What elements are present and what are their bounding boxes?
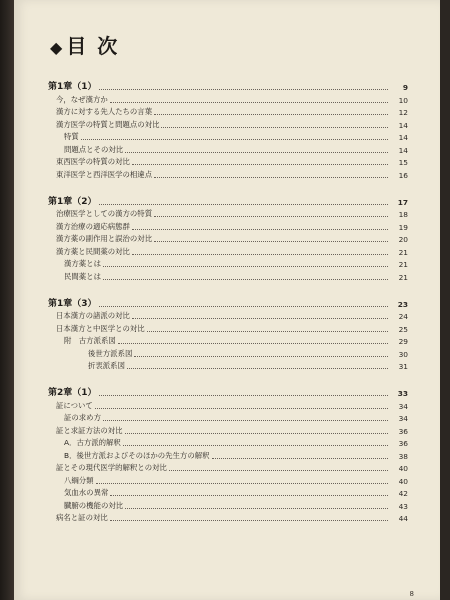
entry-label: 気血水の異常 [64,488,109,497]
page-ref: 16 [398,170,408,180]
entry-label: 漢方薬の副作用と誤治の対比 [56,234,153,243]
dot-leader [125,152,388,153]
page-ref: 36 [398,426,408,436]
book-page [14,0,440,600]
dot-leader [99,306,388,307]
toc-entry [48,334,408,347]
toc-entry [48,486,408,499]
chapter-label: 第2章（1） [48,388,97,398]
toc-entry [48,130,408,143]
dot-leader [147,331,388,332]
dot-leader [154,241,388,242]
table-of-contents [48,78,408,523]
page-ref: 33 [397,389,408,398]
page-ref: 17 [397,197,408,207]
page-ref: 21 [398,260,408,269]
entry-label: 臓腑の機能の対比 [64,500,124,510]
page-ref: 23 [397,299,408,309]
chapter-label: 第1章（3） [48,298,97,309]
chapter-heading [48,295,408,309]
dot-leader [132,318,388,319]
dot-leader [103,266,388,267]
dot-leader [103,420,388,421]
entry-label: 特質 [64,132,79,141]
entry-label: A．古方派的解釈 [64,438,121,447]
dot-leader [95,408,388,409]
entry-label: 日本漢方と中医学との対比 [56,323,145,333]
section-gap [48,282,408,295]
page-ref: 19 [398,222,408,232]
toc-entry [48,346,408,359]
binding-edge [0,0,14,600]
page-ref: 12 [398,108,408,117]
dot-leader [169,470,388,471]
toc-entry [48,155,408,168]
page-ref: 10 [398,95,408,105]
toc-entry [48,105,408,118]
toc-entry [48,244,408,257]
dot-leader [103,279,388,280]
entry-label: 漢方治療の適応病態群 [56,221,130,231]
entry-label: 問題点とその対比 [64,144,124,154]
toc-entry [48,448,408,461]
entry-label: 東西医学の特質の対比 [56,157,130,166]
chapter-heading [48,193,408,207]
entry-label: 漢方薬と民間薬の対比 [56,246,130,256]
dot-leader [110,102,388,103]
dot-leader [161,127,388,128]
toc-entry [48,461,408,474]
page-ref: 14 [398,133,408,142]
dot-leader [154,114,388,115]
entry-label: 民間薬とは [64,271,101,281]
toc-entry [48,269,408,282]
page-ref: 34 [398,401,408,411]
entry-label: 漢方医学の特質と問題点の対比 [56,119,160,129]
entry-label: 附 古方派系図 [64,336,116,345]
toc-entry [48,142,408,155]
page-ref: 40 [398,464,408,473]
page-ref: 14 [398,145,408,155]
chapter-heading [48,78,408,92]
page-ref: 21 [398,272,408,282]
entry-label: 漢方に対する先人たちの言葉 [56,107,153,116]
page-title [50,30,119,59]
entry-label: 今，なぜ漢方か [56,94,108,104]
page-ref: 25 [398,324,408,334]
toc-entry [48,207,408,220]
entry-label: 証の求め方 [64,413,101,422]
page-ref: 20 [398,235,408,244]
page-number: 8 [409,590,414,598]
dot-leader [132,254,388,255]
page-ref: 40 [398,476,408,486]
toc-entry [48,411,408,424]
page-ref: 30 [398,349,408,359]
toc-entry [48,511,408,524]
dot-leader [132,229,388,230]
toc-entry [48,436,408,449]
page-ref: 24 [398,312,408,321]
page-ref: 38 [398,451,408,461]
dot-leader [125,433,388,434]
dot-leader [212,458,389,459]
page-ref: 9 [402,83,408,92]
page-ref: 43 [398,501,408,511]
toc-entry [48,423,408,436]
toc-entry [48,232,408,245]
entry-label: 後世方派系図 [88,348,133,358]
chapter-heading [48,384,408,398]
chapter-label: 第1章（2） [48,196,97,207]
entry-label: 証とその現代医学的解釈との対比 [56,463,167,472]
entry-label: 漢方薬とは [64,259,101,268]
entry-label: 折衷派系図 [88,361,125,370]
toc-entry [48,92,408,105]
page-ref: 34 [398,414,408,423]
page-ref: 29 [398,337,408,346]
entry-label: 治療医学としての漢方の特質 [56,209,153,218]
entry-label: 日本漢方の諸派の対比 [56,311,130,320]
dot-leader [154,177,388,178]
toc-entry [48,257,408,270]
entry-label: 証について [56,400,93,410]
page-ref: 21 [398,247,408,257]
entry-label: B．後世方派およびそのほかの先生方の解釈 [64,450,210,460]
title-text: 目 次 [66,34,120,58]
toc-entry [48,117,408,130]
dot-leader [127,368,388,369]
dot-leader [123,445,388,446]
section-gap [48,180,408,193]
entry-label: 病名と証の対比 [56,513,108,522]
toc-entry [48,321,408,334]
toc-entry [48,309,408,322]
section-gap [48,371,408,384]
entry-label: 証と求証方法の対比 [56,425,123,435]
dot-leader [81,139,388,140]
dot-leader [99,89,388,90]
toc-entry [48,219,408,232]
page-ref: 31 [398,362,408,371]
dot-leader [99,395,388,396]
toc-entry [48,398,408,411]
diamond-icon: ◆ [50,38,65,57]
dot-leader [99,204,388,205]
chapter-label: 第1章（1） [48,82,97,92]
page-ref: 42 [398,489,408,498]
page-ref: 44 [398,514,408,523]
dot-leader [125,508,388,509]
toc-entry [48,167,408,180]
toc-entry [48,359,408,372]
page-ref: 14 [398,120,408,130]
entry-label: 八綱分類 [64,475,94,485]
dot-leader [110,520,388,521]
page-ref: 15 [398,158,408,167]
page-ref: 36 [398,439,408,448]
dot-leader [132,164,388,165]
dot-leader [134,356,388,357]
entry-label: 東洋医学と西洋医学の相違点 [56,169,153,179]
page-ref: 18 [398,210,408,219]
dot-leader [154,216,388,217]
toc-entry [48,498,408,511]
dot-leader [118,343,388,344]
toc-entry [48,473,408,486]
dot-leader [110,495,388,496]
dot-leader [96,483,388,484]
